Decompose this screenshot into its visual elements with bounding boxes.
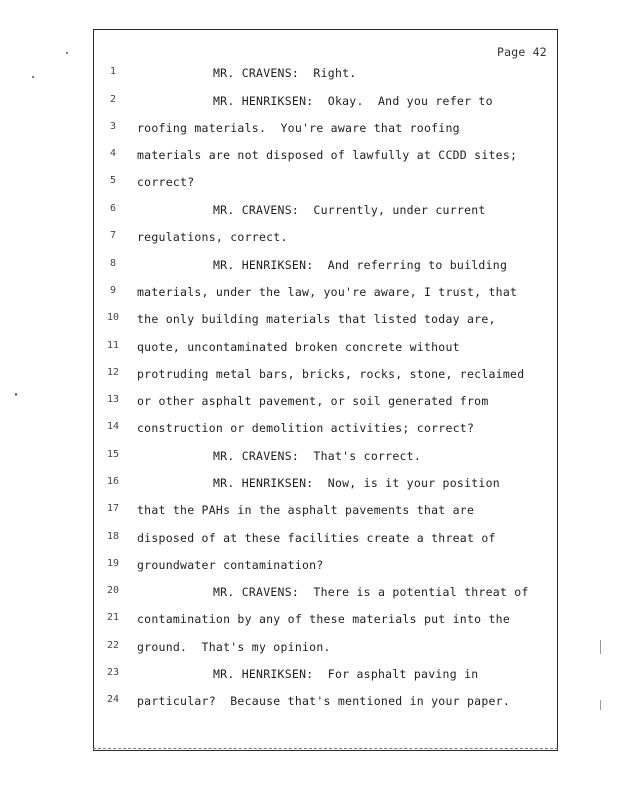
line-number: 6	[109, 203, 117, 214]
line-number: 16	[106, 476, 120, 487]
transcript-line: ground. That's my opinion.	[137, 640, 331, 654]
transcript-line: protruding metal bars, bricks, rocks, stone, reclaimed	[137, 367, 525, 381]
scan-edge-mark	[600, 700, 601, 710]
scan-speck	[32, 76, 34, 78]
line-number: 7	[109, 230, 117, 241]
line-number: 22	[106, 640, 120, 651]
transcript-line: roofing materials. You're aware that roofing	[137, 121, 460, 135]
transcript-line: MR. CRAVENS: There is a potential threat of	[213, 585, 529, 599]
line-number: 3	[109, 121, 117, 132]
transcript-line: MR. CRAVENS: That's correct.	[213, 449, 422, 463]
transcript-line: construction or demolition activities; correct?	[137, 421, 475, 435]
page-bottom-rule	[93, 748, 558, 749]
line-number: 2	[109, 94, 117, 105]
transcript-line: materials are not disposed of lawfully at CCDD sites;	[137, 148, 518, 162]
line-number: 19	[106, 558, 120, 569]
line-number: 13	[106, 394, 120, 405]
transcript-line: groundwater contamination?	[137, 558, 324, 572]
line-number: 1	[109, 66, 117, 77]
transcript-line: MR. HENRIKSEN: For asphalt paving in	[213, 667, 479, 681]
transcript-line: MR. CRAVENS: Currently, under current	[213, 203, 486, 217]
scan-speck	[15, 393, 17, 396]
line-number: 20	[106, 585, 120, 596]
line-number: 11	[106, 340, 120, 351]
page-number: Page 42	[497, 45, 547, 59]
line-number: 15	[106, 449, 120, 460]
line-number: 12	[106, 367, 120, 378]
scan-edge-mark	[600, 640, 601, 654]
line-number: 10	[106, 312, 120, 323]
scan-speck	[66, 52, 68, 54]
line-number: 4	[109, 148, 117, 159]
line-number: 5	[109, 175, 117, 186]
line-number: 9	[109, 285, 117, 296]
transcript-line: materials, under the law, you're aware, I trust, that	[137, 285, 518, 299]
transcript-line: MR. HENRIKSEN: Now, is it your position	[213, 476, 500, 490]
transcript-line: that the PAHs in the asphalt pavements that are	[137, 503, 475, 517]
line-number: 8	[109, 258, 117, 269]
transcript-line: or other asphalt pavement, or soil generated from	[137, 394, 489, 408]
transcript-line: correct?	[137, 175, 195, 189]
line-number: 14	[106, 421, 120, 432]
transcript-line: MR. HENRIKSEN: Okay. And you refer to	[213, 94, 493, 108]
transcript-line: particular? Because that's mentioned in your paper.	[137, 694, 511, 708]
line-number: 24	[106, 694, 120, 705]
transcript-line: MR. CRAVENS: Right.	[213, 66, 357, 80]
transcript-line: contamination by any of these materials put into the	[137, 612, 511, 626]
transcript-line: quote, uncontaminated broken concrete without	[137, 340, 460, 354]
transcript-line: MR. HENRIKSEN: And referring to building	[213, 258, 508, 272]
transcript-line: the only building materials that listed today are,	[137, 312, 496, 326]
transcript-line: regulations, correct.	[137, 230, 288, 244]
line-number: 18	[106, 531, 120, 542]
line-number: 17	[106, 503, 120, 514]
line-number: 21	[106, 612, 120, 623]
line-number: 23	[106, 667, 120, 678]
transcript-line: disposed of at these facilities create a threat of	[137, 531, 496, 545]
